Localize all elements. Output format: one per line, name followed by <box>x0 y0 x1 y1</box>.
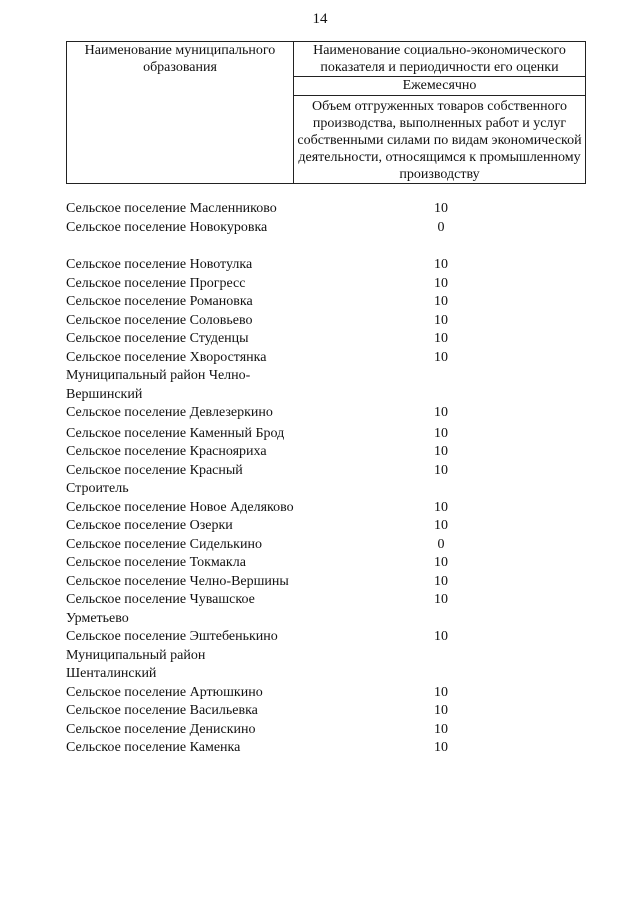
indicator-value: 10 <box>434 444 448 459</box>
municipality-name: Сельское поселение Каменный Брод <box>66 425 285 441</box>
table-row <box>66 684 586 703</box>
table-row <box>66 721 586 740</box>
indicator-value: 10 <box>434 201 448 216</box>
table-row <box>66 293 586 312</box>
table-row <box>66 499 586 518</box>
municipality-name: Сельское поселение Студенцы <box>66 331 249 346</box>
indicator-value: 10 <box>434 462 448 478</box>
indicator-value: 10 <box>434 257 448 272</box>
indicator-value: 10 <box>434 684 448 700</box>
table-row <box>66 404 586 423</box>
indicator-value: 10 <box>434 499 448 515</box>
indicator-value: 10 <box>434 573 448 589</box>
table-row <box>66 349 586 368</box>
table-row <box>66 312 586 331</box>
municipality-name: Сельское поселение Сиделькино <box>66 536 262 552</box>
table-row <box>66 200 586 219</box>
indicator-value: 10 <box>434 518 448 533</box>
municipality-name: Сельское поселение Челно-Вершины <box>66 573 289 589</box>
header-municipality-title: Наименование муниципального образования <box>67 42 294 184</box>
table-row <box>66 219 586 238</box>
municipality-name: Сельское поселение Масленниково <box>66 201 277 216</box>
municipality-list <box>66 200 586 758</box>
district-heading-row <box>66 367 586 404</box>
municipality-name: Сельское поселение Хворостянка <box>66 349 267 365</box>
header-periodicity: Ежемесячно <box>294 77 586 96</box>
table-row <box>66 462 586 499</box>
municipality-name: Сельское поселение Озерки <box>66 518 233 533</box>
table-row <box>66 573 586 592</box>
indicator-value: 10 <box>434 349 448 365</box>
municipality-name: Сельское поселение Краснояриха <box>66 444 267 459</box>
municipality-name: Сельское поселение Новое Аделяково <box>66 499 294 515</box>
table-row <box>66 628 586 647</box>
municipality-name: Сельское поселение Токмакла <box>66 555 246 570</box>
table-row <box>66 591 586 628</box>
indicator-value: 10 <box>434 721 448 737</box>
table-row <box>66 330 586 349</box>
district-heading-row <box>66 647 586 684</box>
indicator-value: 10 <box>434 312 448 328</box>
indicator-value: 10 <box>434 294 448 309</box>
indicator-value: 0 <box>437 219 445 235</box>
indicator-value: 0 <box>437 536 445 552</box>
table-row <box>66 443 586 462</box>
indicator-value: 10 <box>434 425 448 441</box>
indicator-value: 10 <box>434 331 448 346</box>
table-row <box>66 554 586 573</box>
table-row <box>66 256 586 275</box>
indicator-value: 10 <box>434 740 448 755</box>
district-name: Муниципальный район Шенталинский <box>66 647 206 681</box>
table-row <box>66 536 586 555</box>
municipality-name: Сельское поселение Денискино <box>66 721 256 737</box>
page-number: 14 <box>312 11 328 27</box>
indicator-value: 10 <box>434 703 448 718</box>
table-row <box>66 275 586 294</box>
municipality-name: Сельское поселение Новотулка <box>66 257 253 272</box>
municipality-name: Сельское поселение Красный Строитель <box>66 462 243 496</box>
indicator-value: 10 <box>434 555 448 570</box>
table-row <box>66 517 586 536</box>
header-table <box>66 41 586 184</box>
table-row <box>66 425 586 444</box>
header-indicator-description: Объем отгруженных товаров собственного производства, выполненных работ и услуг собственными силами по видам экономической деятельности, относящимся к промышленному производству <box>294 96 586 184</box>
municipality-name: Сельское поселение Соловьево <box>66 312 253 328</box>
municipality-name: Сельское поселение Эштебенькино <box>66 629 278 644</box>
municipality-name: Сельское поселение Васильевка <box>66 703 258 718</box>
table-row <box>66 702 586 721</box>
municipality-name: Сельское поселение Чувашское Урметьево <box>66 592 255 626</box>
municipality-name: Сельское поселение Каменка <box>66 740 241 755</box>
municipality-name: Сельское поселение Романовка <box>66 294 253 309</box>
indicator-value: 10 <box>434 405 448 420</box>
municipality-name: Сельское поселение Новокуровка <box>66 219 268 235</box>
indicator-value: 10 <box>434 275 448 291</box>
district-name: Муниципальный район Челно-Вершинский <box>66 368 251 402</box>
table-row <box>66 739 586 758</box>
municipality-name: Сельское поселение Прогресс <box>66 275 246 291</box>
indicator-value: 10 <box>434 592 448 607</box>
header-indicator-title: Наименование социально-экономического показателя и периодичности его оценки <box>294 42 586 77</box>
municipality-name: Сельское поселение Артюшкино <box>66 684 263 700</box>
indicator-value: 10 <box>434 629 448 644</box>
municipality-name: Сельское поселение Девлезеркино <box>66 405 273 420</box>
